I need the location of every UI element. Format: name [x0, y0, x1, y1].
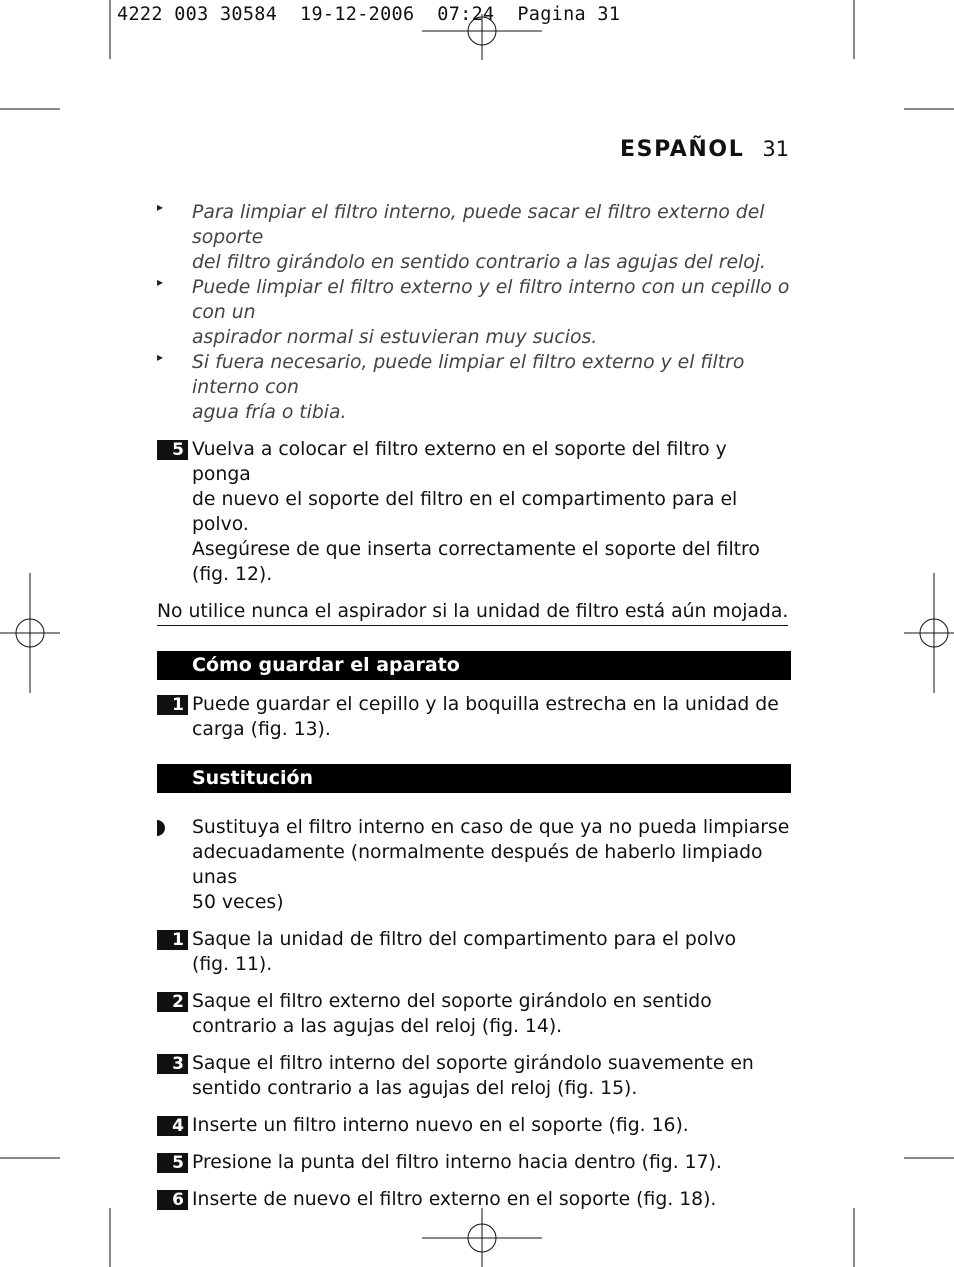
note-line: aspirador normal si estuvieran muy sucios. [192, 327, 598, 348]
step-line: carga (fig. 13). [192, 719, 331, 740]
step-line: de nuevo el soporte del filtro en el compartimento para el polvo. [192, 489, 738, 535]
bullet-line: adecuadamente (normalmente después de haberlo limpiado unas [192, 842, 763, 888]
replacement-intro-bullet [157, 815, 791, 915]
note-line: Puede limpiar el filtro externo y el filtro interno con un cepillo o con un [192, 277, 790, 323]
note-item [157, 275, 791, 350]
page-number: 31 [762, 137, 790, 161]
step-line: Saque la unidad de filtro del compartimento para el polvo [192, 929, 737, 950]
step-line: sentido contrario a las agujas del reloj (fig. 15). [192, 1078, 638, 1099]
step-line: Saque el filtro interno del soporte girándolo suavemente en [192, 1053, 754, 1074]
note-item [157, 200, 791, 275]
step-line: Saque el filtro externo del soporte girándolo en sentido [192, 991, 712, 1012]
replacement-step-3 [157, 1051, 791, 1101]
replacement-step-4 [157, 1113, 791, 1138]
storage-step-1 [157, 692, 791, 742]
arrow-bullet-icon: ▸ [157, 200, 164, 214]
note-line: Para limpiar el filtro interno, puede sacar el filtro externo del soporte [192, 202, 765, 248]
section-heading-replacement: Sustitución [157, 764, 791, 793]
bullet-line: 50 veces) [192, 892, 284, 913]
step-line: (fig. 11). [192, 954, 273, 975]
note-line: agua fría o tibia. [192, 402, 347, 423]
bullet-line: Sustituya el filtro interno en caso de que ya no pueda limpiarse [192, 817, 790, 838]
arrow-bullet-icon: ▸ [157, 350, 164, 364]
half-circle-bullet-icon [157, 820, 165, 841]
step-number-badge: 2 [157, 992, 188, 1012]
step-line: Vuelva a colocar el filtro externo en el soporte del filtro y ponga [192, 439, 727, 485]
step-number-badge: 1 [157, 930, 188, 950]
step-line: Asegúrese de que inserta correctamente el soporte del filtro [192, 539, 760, 560]
section-heading-storage: Cómo guardar el aparato [157, 651, 791, 680]
step-line: contrario a las agujas del reloj (fig. 14). [192, 1016, 563, 1037]
page-header [620, 137, 795, 167]
step-line: (fig. 12). [192, 564, 273, 585]
step-line: Inserte un filtro interno nuevo en el soporte (fig. 16). [192, 1115, 689, 1136]
printer-slug: 4222 003 30584 19-12-2006 07:24 Pagina 31 [117, 4, 621, 25]
warning-text: No utilice nunca el aspirador si la unidad de filtro está aún mojada. [157, 599, 788, 626]
language-heading: ESPAÑOL [620, 137, 745, 162]
note-item [157, 350, 791, 425]
cleaning-notes [157, 200, 791, 425]
replacement-step-6 [157, 1187, 791, 1212]
step-number-badge: 5 [157, 1153, 188, 1173]
step-number-badge: 6 [157, 1190, 188, 1210]
page-content [157, 200, 791, 1212]
arrow-bullet-icon: ▸ [157, 275, 164, 289]
note-line: del filtro girándolo en sentido contrario a las agujas del reloj. [192, 252, 766, 273]
step-number-badge: 4 [157, 1116, 188, 1136]
step-number-badge: 3 [157, 1054, 188, 1074]
step-line: Presione la punta del filtro interno hacia dentro (fig. 17). [192, 1152, 722, 1173]
replacement-step-5 [157, 1150, 791, 1175]
replacement-step-1 [157, 927, 791, 977]
replacement-step-2 [157, 989, 791, 1039]
warning-row [157, 599, 791, 626]
step-number-badge: 1 [157, 695, 188, 715]
step-number-badge: 5 [157, 440, 188, 460]
step-line: Inserte de nuevo el filtro externo en el soporte (fig. 18). [192, 1189, 717, 1210]
note-line: Si fuera necesario, puede limpiar el filtro externo y el filtro interno con [192, 352, 745, 398]
step-5-reassemble [157, 437, 791, 587]
step-line: Puede guardar el cepillo y la boquilla estrecha en la unidad de [192, 694, 779, 715]
